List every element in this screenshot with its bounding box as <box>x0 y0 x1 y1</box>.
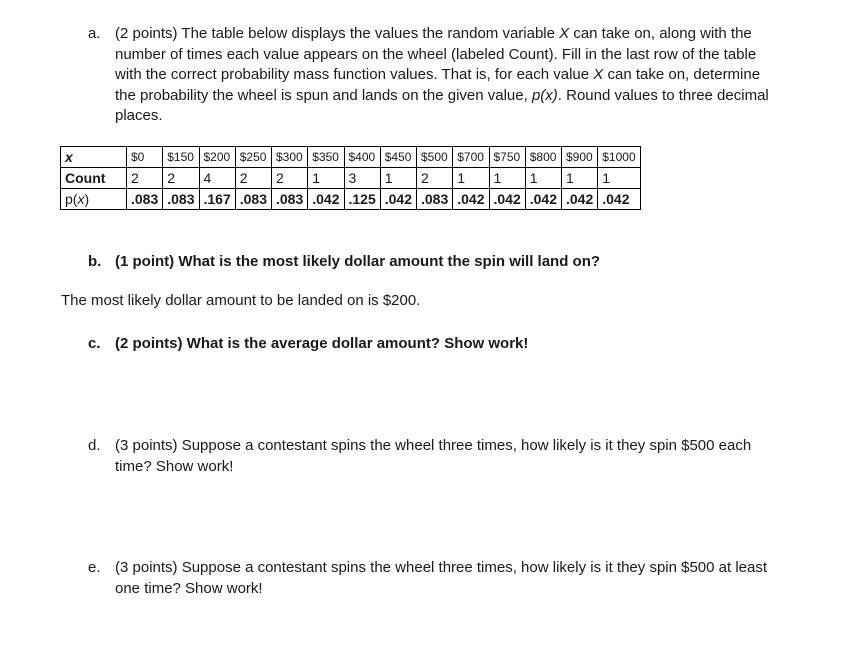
probability-cell: .042 <box>380 189 416 210</box>
question-c-label: c. <box>88 335 101 352</box>
question-d <box>88 436 778 477</box>
count-cell: 1 <box>308 168 344 189</box>
question-b-label: b. <box>88 253 102 270</box>
probability-cell: .042 <box>453 189 489 210</box>
probability-cell: .083 <box>417 189 453 210</box>
row-header-px: p(x) <box>61 189 127 210</box>
count-cell: 1 <box>380 168 416 189</box>
table-row-count <box>61 168 641 189</box>
probability-cell: .167 <box>199 189 235 210</box>
value-cell: $400 <box>344 147 380 168</box>
value-cell: $500 <box>417 147 453 168</box>
value-cell: $450 <box>380 147 416 168</box>
value-cell: $900 <box>562 147 598 168</box>
question-b <box>88 252 778 273</box>
count-cell: 2 <box>163 168 199 189</box>
question-a-text: (2 points) The table below displays the values the random variable X can take on, along with the number of times each value appears on the wheel (labeled Count). Fill in the last row of the table with the correct probability mass function values. That is, for each value X can take on, determine the probability the wheel is spun and lands on the given value, p(x). Round values to three decimal places. <box>115 25 769 124</box>
value-cell: $150 <box>163 147 199 168</box>
probability-cell: .083 <box>235 189 271 210</box>
count-cell: 2 <box>235 168 271 189</box>
value-cell: $200 <box>199 147 235 168</box>
count-cell: 1 <box>562 168 598 189</box>
value-cell: $1000 <box>598 147 640 168</box>
count-cell: 2 <box>127 168 163 189</box>
row-header-count: Count <box>61 168 127 189</box>
question-c-text: (2 points) What is the average dollar amount? Show work! <box>115 335 529 352</box>
probability-cell: .125 <box>344 189 380 210</box>
question-e <box>88 558 778 599</box>
probability-cell: .042 <box>598 189 640 210</box>
question-d-text: (3 points) Suppose a contestant spins the wheel three times, how likely is it they spin $500 each time? Show work! <box>115 437 752 475</box>
question-e-label: e. <box>88 559 101 576</box>
question-c <box>88 334 778 355</box>
question-b-text: (1 point) What is the most likely dollar amount the spin will land on? <box>115 253 601 270</box>
value-cell: $350 <box>308 147 344 168</box>
probability-cell: .083 <box>127 189 163 210</box>
value-cell: $250 <box>235 147 271 168</box>
count-cell: 2 <box>417 168 453 189</box>
count-cell: 2 <box>272 168 308 189</box>
count-cell: 4 <box>199 168 235 189</box>
probability-cell: .083 <box>163 189 199 210</box>
answer-b: The most likely dollar amount to be landed on is $200. <box>61 292 421 309</box>
probability-cell: .042 <box>562 189 598 210</box>
table-row-values <box>61 147 641 168</box>
count-cell: 1 <box>453 168 489 189</box>
question-d-label: d. <box>88 437 101 454</box>
probability-cell: .083 <box>272 189 308 210</box>
count-cell: 1 <box>598 168 640 189</box>
count-cell: 1 <box>489 168 525 189</box>
count-cell: 3 <box>344 168 380 189</box>
pmf-table <box>60 146 641 210</box>
value-cell: $800 <box>525 147 561 168</box>
value-cell: $750 <box>489 147 525 168</box>
question-e-text: (3 points) Suppose a contestant spins the wheel three times, how likely is it they spin $500 at least one time? Show work! <box>115 559 768 597</box>
question-a <box>88 24 778 127</box>
question-a-label: a. <box>88 25 101 42</box>
row-header-x: x <box>61 147 127 168</box>
count-cell: 1 <box>525 168 561 189</box>
probability-cell: .042 <box>525 189 561 210</box>
probability-cell: .042 <box>489 189 525 210</box>
probability-cell: .042 <box>308 189 344 210</box>
table-row-probability <box>61 189 641 210</box>
value-cell: $300 <box>272 147 308 168</box>
value-cell: $700 <box>453 147 489 168</box>
value-cell: $0 <box>127 147 163 168</box>
